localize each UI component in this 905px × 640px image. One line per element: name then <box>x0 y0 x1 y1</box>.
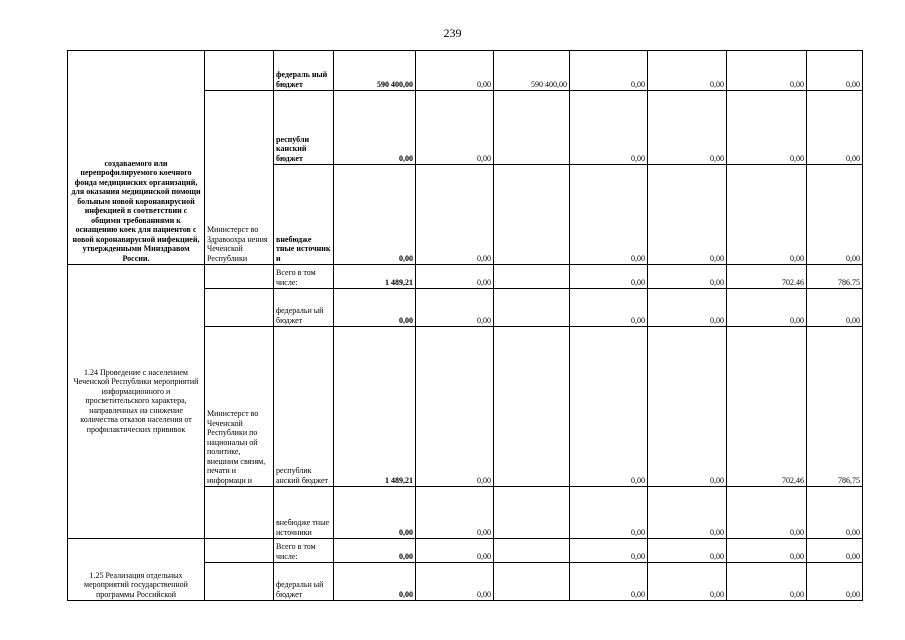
value-cell: 0,00 <box>570 539 648 563</box>
value-cell <box>494 265 570 289</box>
budget-table <box>67 50 863 601</box>
value-cell: 786.75 <box>807 265 863 289</box>
executor-cell-empty <box>205 487 274 539</box>
value-cell: 590 400,00 <box>494 51 570 91</box>
value-cell: 702.46 <box>727 265 807 289</box>
value-cell: 0,00 <box>727 165 807 265</box>
value-cell: 0,00 <box>727 51 807 91</box>
value-cell: 0,00 <box>334 487 416 539</box>
value-cell: 0,00 <box>570 327 648 487</box>
value-cell: 0,00 <box>416 165 494 265</box>
value-cell: 0,00 <box>416 51 494 91</box>
funding-source-cell: внебюдже тные источники <box>274 487 334 539</box>
executor-cell-empty <box>205 289 274 327</box>
value-cell: 0,00 <box>648 487 727 539</box>
value-cell: 0,00 <box>727 289 807 327</box>
value-cell: 0,00 <box>416 539 494 563</box>
value-cell: 0,00 <box>648 51 727 91</box>
executor-cell: Министерст во Здравоохра нения Чеченской Республики <box>205 91 274 265</box>
value-cell: 0,00 <box>727 91 807 165</box>
value-cell: 0,00 <box>648 539 727 563</box>
value-cell: 0,00 <box>648 165 727 265</box>
table-row <box>68 265 863 289</box>
value-cell <box>494 91 570 165</box>
table-row <box>68 539 863 563</box>
value-cell: 0,00 <box>727 487 807 539</box>
value-cell <box>494 327 570 487</box>
page-number: 239 <box>443 26 462 40</box>
executor-cell: Министерст во Чеченской Республики по национальн ой политике, внешним связям, печати и информаци и <box>205 327 274 487</box>
value-cell: 702,46 <box>727 327 807 487</box>
funding-source-cell: федеральн ый бюджет <box>274 563 334 601</box>
value-cell: 0,00 <box>416 265 494 289</box>
value-cell: 0,00 <box>807 165 863 265</box>
value-cell: 0,00 <box>334 539 416 563</box>
value-cell: 0,00 <box>727 539 807 563</box>
funding-source-cell: республик анский бюджет <box>274 327 334 487</box>
value-cell: 0,00 <box>807 563 863 601</box>
table-row <box>68 51 863 91</box>
value-cell <box>494 289 570 327</box>
measure-name-cell: 1.25 Реализация отдельных мероприятий государственной программы Российской <box>68 539 205 601</box>
value-cell: 590 400,00 <box>334 51 416 91</box>
value-cell: 0,00 <box>334 563 416 601</box>
funding-source-cell: внебюдже тные источник и <box>274 165 334 265</box>
funding-source-cell: федераль ный бюджет <box>274 51 334 91</box>
value-cell: 0,00 <box>807 487 863 539</box>
value-cell <box>494 165 570 265</box>
value-cell: 0,00 <box>570 563 648 601</box>
value-cell: 0,00 <box>570 51 648 91</box>
value-cell: 0,00 <box>570 487 648 539</box>
value-cell <box>494 539 570 563</box>
funding-source-cell: Всего в том числе: <box>274 539 334 563</box>
executor-cell-empty <box>205 51 274 91</box>
value-cell: 1 489,21 <box>334 327 416 487</box>
value-cell: 0,00 <box>807 51 863 91</box>
value-cell: 0,00 <box>416 487 494 539</box>
value-cell <box>494 487 570 539</box>
value-cell: 0,00 <box>570 91 648 165</box>
value-cell: 786,75 <box>807 327 863 487</box>
value-cell: 0,00 <box>648 265 727 289</box>
executor-cell-empty <box>205 265 274 289</box>
value-cell: 1 489,21 <box>334 265 416 289</box>
value-cell: 0,00 <box>727 563 807 601</box>
executor-cell-empty <box>205 563 274 601</box>
value-cell: 0,00 <box>416 327 494 487</box>
value-cell: 0,00 <box>416 563 494 601</box>
funding-source-cell: Всего в том числе: <box>274 265 334 289</box>
value-cell: 0,00 <box>648 327 727 487</box>
funding-source-cell: федеральн ый бюджет <box>274 289 334 327</box>
measure-name-cell: 1.24 Проведение с населением Чеченской Республики мероприятий информационного и просветительского характера, направленных на снижение количества отказов населения от профилактических прививок <box>68 265 205 539</box>
value-cell: 0,00 <box>416 289 494 327</box>
funding-source-cell: республи канский бюджет <box>274 91 334 165</box>
value-cell: 0,00 <box>648 563 727 601</box>
value-cell: 0,00 <box>807 539 863 563</box>
value-cell: 0,00 <box>334 91 416 165</box>
value-cell: 0,00 <box>334 289 416 327</box>
value-cell: 0,00 <box>648 289 727 327</box>
value-cell <box>494 563 570 601</box>
value-cell: 0,00 <box>416 91 494 165</box>
measure-name-cell: создаваемого или перепрофилируемого коечного фонда медицинских организаций, для оказания медицинской помощи больным новой коронавирусной инфекцией в соответствии с общими требованиями к оснащению коек для пациентов с новой коронавирусной инфекцией, утвержденными Минздравом России. <box>68 51 205 265</box>
value-cell: 0,00 <box>570 165 648 265</box>
value-cell: 0,00 <box>570 265 648 289</box>
value-cell: 0,00 <box>807 91 863 165</box>
value-cell: 0,00 <box>648 91 727 165</box>
value-cell: 0,00 <box>570 289 648 327</box>
value-cell: 0,00 <box>807 289 863 327</box>
executor-cell-empty <box>205 539 274 563</box>
value-cell: 0,00 <box>334 165 416 265</box>
